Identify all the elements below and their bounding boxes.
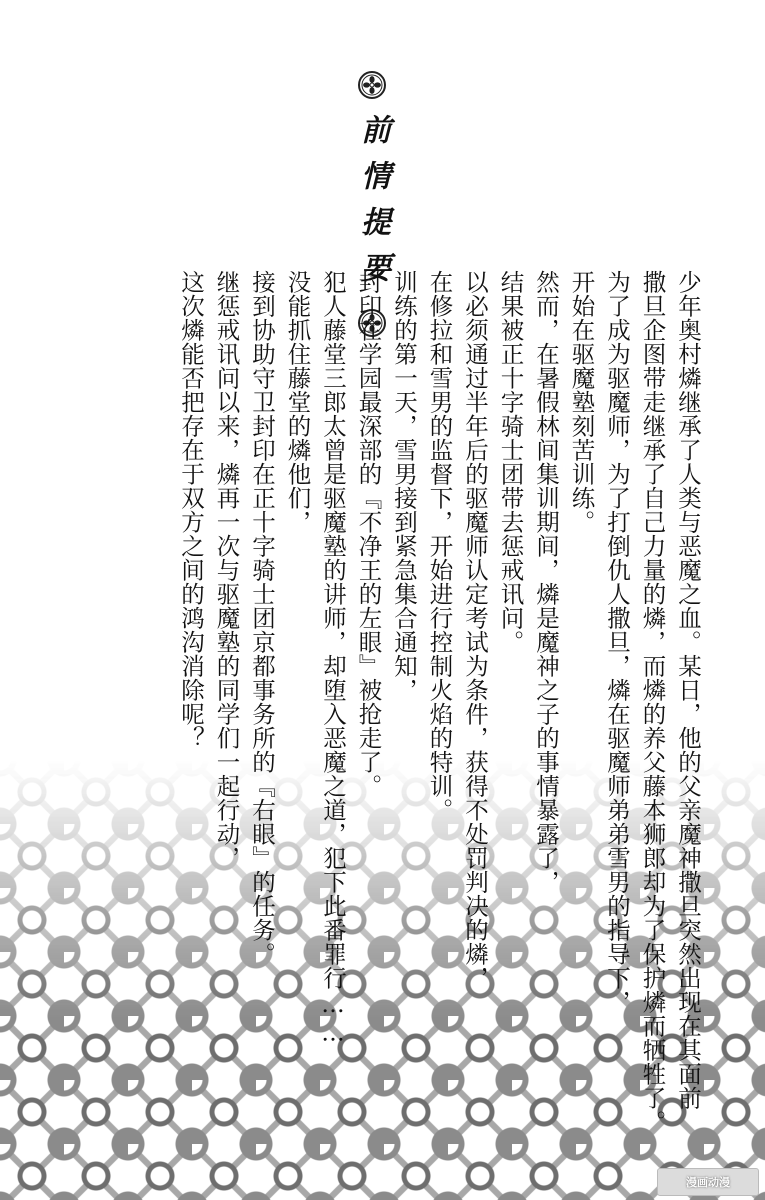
summary-line: 少年奥村燐继承了人类与恶魔之血。某日，他的父亲魔神撒旦突然出现在其面前 — [674, 270, 702, 1110]
summary-line: 为了成为驱魔师，为了打倒仇人撒旦，燐在驱魔师弟弟雪男的指导下， — [603, 270, 631, 1014]
summary-line: 撒旦企图带走继承了自己力量的燐，而燐的养父藤本狮郎却为了保护燐而牺牲了。 — [638, 270, 667, 1134]
summary-line: 然而，在暑假林间集训期间，燐是魔神之子的事情暴露了， — [532, 270, 560, 894]
summary-line: 结果被正十字骑士团带去惩戒讯问。 — [496, 270, 525, 654]
summary-line: 在修拉和雪男的监督下，开始进行控制火焰的特训。 — [425, 270, 454, 822]
summary-line: 这次燐能否把存在于双方之间的鸿沟消除呢？ — [177, 270, 205, 750]
summary-line: 继惩戒讯问以来，燐再一次与驱魔塾的同学们一起行动， — [212, 270, 241, 870]
summary-line: 训练的第一天，雪男接到紧急集合通知， — [390, 270, 418, 702]
watermark-logo: 漫画动漫 — [657, 1168, 759, 1196]
summary-line: 犯人藤堂三郎太曾是驱魔塾的讲师，却堕入恶魔之道，犯下此番罪行…… — [319, 270, 347, 1047]
page-title: 前情提要 — [355, 114, 390, 298]
summary-line: 接到协助守卫封印在正十字骑士团京都事务所的『右眼』的任务。 — [248, 270, 276, 966]
flower-ornament-icon — [357, 70, 387, 100]
summary-line: 没能抓住藤堂的燐他们， — [283, 270, 312, 534]
summary-line: 开始在驱魔塾刻苦训练。 — [567, 270, 596, 534]
summary-text — [65, 270, 705, 1170]
summary-line: 以必须通过半年后的驱魔师认定考试为条件，获得不处罚判决的燐， — [461, 270, 489, 990]
summary-line: 封印在学园最深部的『不净王的左眼』被抢走了。 — [354, 270, 383, 798]
